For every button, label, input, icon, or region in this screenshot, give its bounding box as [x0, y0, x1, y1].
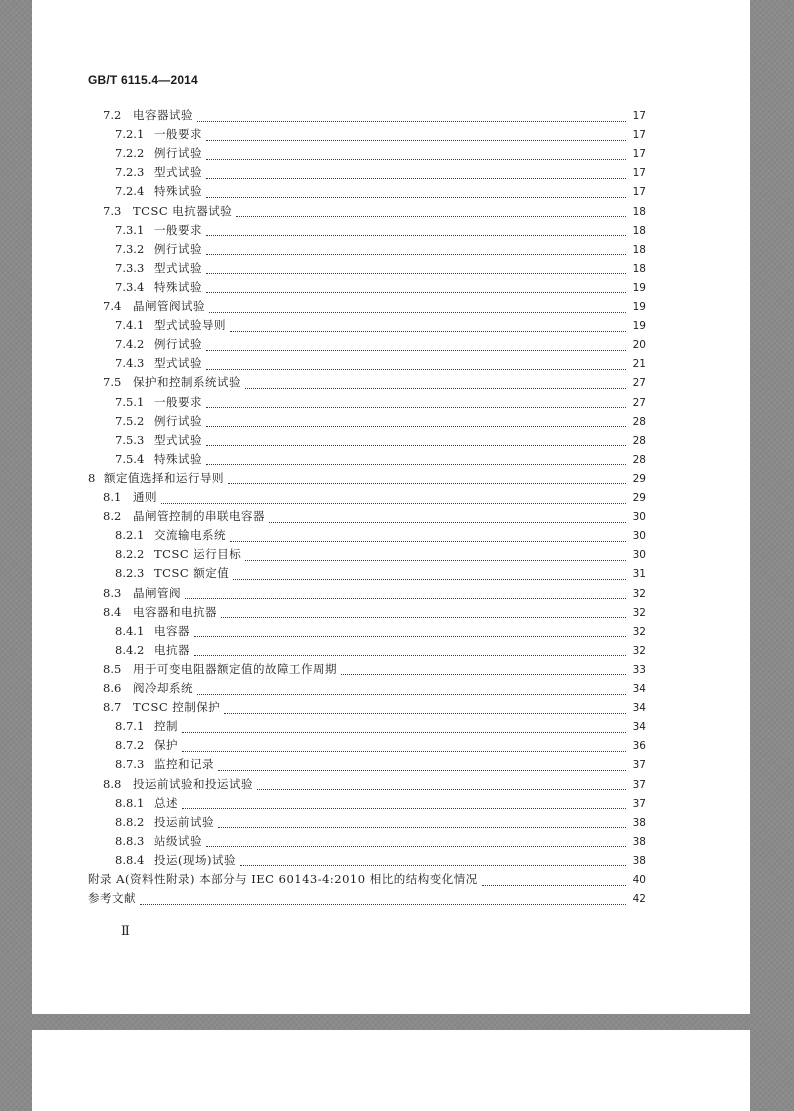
toc-dot-leader [245, 548, 626, 561]
document-page [32, 0, 750, 1014]
toc-dot-leader [218, 758, 626, 771]
toc-entry-title: 监控和记录 [154, 757, 214, 772]
toc-entry[interactable] [115, 431, 646, 449]
toc-entry-page: 28 [632, 453, 646, 466]
toc-entry-page: 37 [632, 797, 646, 810]
toc-entry[interactable] [115, 526, 646, 544]
toc-entry-title: 特殊试验 [154, 184, 202, 199]
toc-dot-leader [206, 338, 626, 351]
toc-entry[interactable] [115, 182, 646, 200]
toc-entry-page: 17 [632, 148, 646, 161]
toc-entry[interactable] [115, 832, 646, 850]
toc-entry-title: 晶闸管控制的串联电容器 [133, 509, 265, 524]
toc-dot-leader [161, 491, 626, 504]
toc-entry[interactable] [103, 698, 646, 716]
toc-entry-page: 18 [632, 262, 646, 275]
toc-entry[interactable] [115, 755, 646, 773]
toc-entry[interactable] [115, 393, 646, 411]
toc-entry[interactable] [88, 889, 646, 907]
toc-entry-page: 34 [632, 683, 646, 695]
toc-entry[interactable] [115, 412, 646, 430]
toc-entry-title: 例行试验 [154, 337, 202, 352]
toc-entry[interactable] [115, 545, 646, 563]
toc-dot-leader [206, 357, 626, 370]
toc-entry-number: 7.5.3 [115, 432, 145, 447]
toc-dot-leader [182, 739, 626, 752]
toc-entry-number: 7.4.1 [115, 318, 145, 333]
toc-entry-page: 17 [632, 110, 646, 122]
toc-entry-page: 18 [632, 205, 646, 218]
toc-entry-title: 总述 [154, 795, 178, 810]
toc-entry-number: 7.3 [103, 203, 122, 218]
toc-entry[interactable] [115, 450, 646, 468]
toc-entry-title: 阀冷却系统 [133, 681, 193, 695]
toc-entry-page: 36 [632, 740, 646, 753]
toc-entry-title: 电容器 [154, 623, 190, 638]
toc-dot-leader [194, 643, 626, 656]
toc-entry-title: 型式试验 [154, 356, 202, 371]
toc-dot-leader [197, 682, 626, 695]
toc-entry-page: 32 [632, 606, 646, 619]
toc-entry-title: 例行试验 [154, 146, 202, 161]
toc-entry-number: 8.4.1 [115, 623, 145, 638]
toc-entry-title: 电容器试验 [133, 108, 193, 122]
toc-entry-page: 20 [632, 339, 646, 352]
toc-entry[interactable] [115, 717, 646, 735]
toc-dot-leader [224, 701, 626, 714]
toc-entry-title: 交流输电系统 [154, 528, 226, 543]
toc-entry-number: 7.4 [103, 299, 122, 313]
toc-entry-number: 7.2.1 [115, 127, 145, 142]
toc-dot-leader [209, 300, 626, 313]
toc-entry-title: 额定值选择和运行导则 [104, 470, 224, 485]
toc-entry-title: 通则 [133, 490, 157, 504]
toc-entry-page: 18 [632, 243, 646, 256]
toc-entry[interactable] [115, 641, 646, 659]
toc-entry[interactable] [115, 316, 646, 334]
toc-entry-page: 28 [632, 415, 646, 428]
toc-entry-page: 37 [632, 778, 646, 791]
toc-dot-leader [182, 796, 626, 809]
toc-dot-leader [206, 223, 626, 236]
toc-dot-leader [206, 834, 626, 847]
toc-entry-number: 8.2.1 [115, 528, 145, 543]
toc-entry-number: 8.2.3 [115, 566, 145, 581]
toc-dot-leader [206, 242, 626, 255]
toc-entry[interactable] [103, 202, 646, 220]
toc-dot-leader [245, 376, 626, 389]
toc-entry-number: 7.3.3 [115, 260, 145, 275]
toc-entry-page: 30 [632, 530, 646, 543]
toc-entry-page: 21 [632, 358, 646, 371]
toc-entry[interactable] [103, 679, 646, 697]
toc-entry-page: 17 [632, 167, 646, 180]
toc-entry-number: 8.4.2 [115, 642, 145, 657]
toc-entry[interactable] [103, 373, 646, 391]
toc-entry-page: 42 [632, 893, 646, 906]
toc-entry-title: 晶闸管阀试验 [133, 299, 205, 313]
toc-entry-title: 特殊试验 [154, 451, 202, 466]
toc-entry-number: 8.5 [103, 661, 122, 676]
toc-entry-title: TCSC 控制保护 [133, 700, 221, 715]
toc-entry-title: 电抗器 [154, 642, 190, 657]
toc-entry[interactable] [115, 736, 646, 754]
toc-dot-leader [206, 128, 626, 141]
toc-entry-page: 19 [632, 281, 646, 294]
toc-entry[interactable] [115, 278, 646, 296]
toc-entry-page: 29 [632, 492, 646, 504]
toc-entry[interactable] [115, 354, 646, 372]
toc-entry-number: 7.4.3 [115, 356, 145, 371]
toc-entry[interactable] [103, 775, 646, 793]
toc-entry-number: 8.6 [103, 681, 122, 695]
toc-entry-number: 8.7.2 [115, 738, 145, 753]
toc-entry-number: 8.7.1 [115, 719, 145, 734]
toc-entry-title: 控制 [154, 719, 178, 734]
toc-entry[interactable] [103, 488, 646, 506]
toc-entry-title: 一般要求 [154, 222, 202, 237]
toc-dot-leader [206, 280, 626, 293]
toc-entry-number: 8 [88, 470, 96, 485]
toc-entry[interactable] [115, 335, 646, 353]
toc-dot-leader [182, 720, 626, 733]
toc-entry-page: 32 [632, 587, 646, 600]
toc-entry-page: 37 [632, 759, 646, 772]
toc-entry-number: 7.2.4 [115, 184, 145, 199]
toc-dot-leader [233, 567, 626, 580]
toc-entry-page: 27 [632, 396, 646, 409]
toc-dot-leader [228, 471, 626, 484]
toc-entry-number: 7.5 [103, 375, 122, 390]
toc-entry-title: 电容器和电抗器 [133, 604, 217, 619]
toc-entry-title: 型式试验导则 [154, 318, 226, 333]
toc-entry[interactable] [103, 660, 646, 678]
toc-entry[interactable] [103, 106, 646, 124]
toc-entry-page: 27 [632, 377, 646, 390]
toc-entry-title: TCSC 额定值 [154, 566, 230, 581]
toc-entry[interactable] [115, 240, 646, 258]
toc-entry-number: 7.5.4 [115, 451, 145, 466]
toc-dot-leader [206, 452, 626, 465]
toc-entry-title: 投运前试验 [154, 814, 214, 829]
toc-entry-title: 例行试验 [154, 413, 202, 428]
toc-entry[interactable] [115, 221, 646, 239]
toc-entry-page: 34 [632, 721, 646, 734]
toc-dot-leader [218, 815, 626, 828]
toc-entry-number: 8.7.3 [115, 757, 145, 772]
toc-entry-title: TCSC 电抗器试验 [133, 203, 233, 218]
toc-dot-leader [206, 166, 626, 179]
toc-dot-leader [206, 433, 626, 446]
toc-entry-title: 一般要求 [154, 127, 202, 142]
toc-dot-leader [341, 662, 626, 675]
toc-entry-number: 8.7 [103, 700, 122, 715]
toc-entry-title: 参考文献 [88, 891, 136, 906]
toc-entry-page: 30 [632, 549, 646, 562]
toc-entry-title: 型式试验 [154, 432, 202, 447]
toc-entry[interactable] [88, 469, 646, 487]
toc-entry-number: 7.4.2 [115, 337, 145, 352]
toc-dot-leader [197, 109, 626, 122]
toc-entry-number: 8.8.1 [115, 795, 145, 810]
toc-entry-title: 投运前试验和投运试验 [133, 776, 253, 791]
toc-entry-number: 7.5.1 [115, 394, 145, 409]
toc-dot-leader [221, 605, 626, 618]
toc-dot-leader [230, 319, 626, 332]
toc-entry-number: 8.8.2 [115, 814, 145, 829]
toc-dot-leader [269, 510, 626, 523]
toc-entry[interactable] [103, 603, 646, 621]
toc-dot-leader [206, 185, 626, 198]
toc-dot-leader [206, 261, 626, 274]
toc-entry-title: 型式试验 [154, 260, 202, 275]
toc-entry-title: 保护 [154, 738, 178, 753]
page-number: Ⅱ [121, 924, 130, 939]
toc-entry[interactable] [115, 163, 646, 181]
toc-entry[interactable] [115, 813, 646, 831]
toc-entry-number: 7.2 [103, 108, 122, 122]
toc-entry-number: 8.3 [103, 585, 122, 600]
toc-entry-title: 用于可变电阻器额定值的故障工作周期 [133, 661, 337, 676]
toc-dot-leader [206, 395, 626, 408]
toc-entry-number: 8.8.3 [115, 833, 145, 848]
toc-entry-number: 7.3.4 [115, 279, 145, 294]
toc-entry-page: 17 [632, 186, 646, 199]
toc-entry-number: 7.2.2 [115, 146, 145, 161]
toc-entry-title: 特殊试验 [154, 279, 202, 294]
toc-entry-title: 一般要求 [154, 394, 202, 409]
next-page-edge [32, 1030, 750, 1111]
toc-entry-page: 29 [632, 472, 646, 485]
toc-entry-page: 31 [632, 568, 646, 581]
toc-entry-page: 18 [632, 224, 646, 237]
toc-entry[interactable] [115, 144, 646, 162]
toc-dot-leader [194, 624, 626, 637]
toc-entry-page: 28 [632, 434, 646, 447]
toc-entry[interactable] [115, 622, 646, 640]
toc-entry-title: TCSC 运行目标 [154, 547, 242, 562]
toc-entry[interactable] [115, 259, 646, 277]
toc-dot-leader [140, 892, 626, 905]
toc-entry-number: 7.5.2 [115, 413, 145, 428]
toc-entry-page: 33 [632, 663, 646, 676]
toc-dot-leader [206, 147, 626, 160]
toc-entry[interactable] [115, 851, 646, 869]
toc-entry-title: 晶闸管阀 [133, 585, 181, 600]
toc-entry-title: 保护和控制系统试验 [133, 375, 241, 390]
standard-code: GB/T 6115.4—2014 [88, 73, 198, 87]
toc-entry-title: 附录 A(资料性附录) 本部分与 IEC 60143-4:2010 相比的结构变化情况 [88, 872, 478, 886]
toc-entry-title: 例行试验 [154, 241, 202, 256]
toc-dot-leader [236, 204, 626, 217]
toc-entry-number: 8.4 [103, 604, 122, 619]
toc-entry-number: 7.3.2 [115, 241, 145, 256]
toc-entry-page: 32 [632, 644, 646, 657]
toc-entry-page: 38 [632, 854, 646, 867]
toc-entry[interactable] [115, 125, 646, 143]
toc-entry-number: 8.2.2 [115, 547, 145, 562]
toc-entry-number: 8.8.4 [115, 852, 145, 867]
toc-entry[interactable] [103, 584, 646, 602]
toc-dot-leader [240, 853, 626, 866]
toc-dot-leader [230, 529, 626, 542]
toc-entry-page: 40 [632, 874, 646, 886]
toc-entry-number: 8.2 [103, 509, 122, 524]
toc-dot-leader [185, 586, 626, 599]
toc-entry[interactable] [103, 507, 646, 525]
toc-entry-page: 17 [632, 129, 646, 142]
toc-entry-page: 38 [632, 835, 646, 848]
toc-entry-number: 7.2.3 [115, 165, 145, 180]
toc-dot-leader [257, 777, 626, 790]
toc-entry-page: 19 [632, 301, 646, 313]
toc-entry-page: 19 [632, 320, 646, 333]
toc-entry-page: 34 [632, 702, 646, 715]
toc-entry-number: 8.8 [103, 776, 122, 791]
toc-entry-title: 型式试验 [154, 165, 202, 180]
toc-entry[interactable] [115, 564, 646, 582]
toc-dot-leader [482, 873, 626, 886]
toc-entry[interactable] [103, 297, 646, 315]
toc-entry-page: 30 [632, 511, 646, 524]
toc-entry[interactable] [88, 870, 646, 888]
toc-entry-page: 38 [632, 816, 646, 829]
toc-entry-page: 32 [632, 625, 646, 638]
toc-dot-leader [206, 414, 626, 427]
toc-entry-title: 投运(现场)试验 [154, 852, 236, 867]
toc-entry-number: 7.3.1 [115, 222, 145, 237]
toc-entry-number: 8.1 [103, 490, 122, 504]
toc-entry[interactable] [115, 794, 646, 812]
toc-entry-title: 站级试验 [154, 833, 202, 848]
